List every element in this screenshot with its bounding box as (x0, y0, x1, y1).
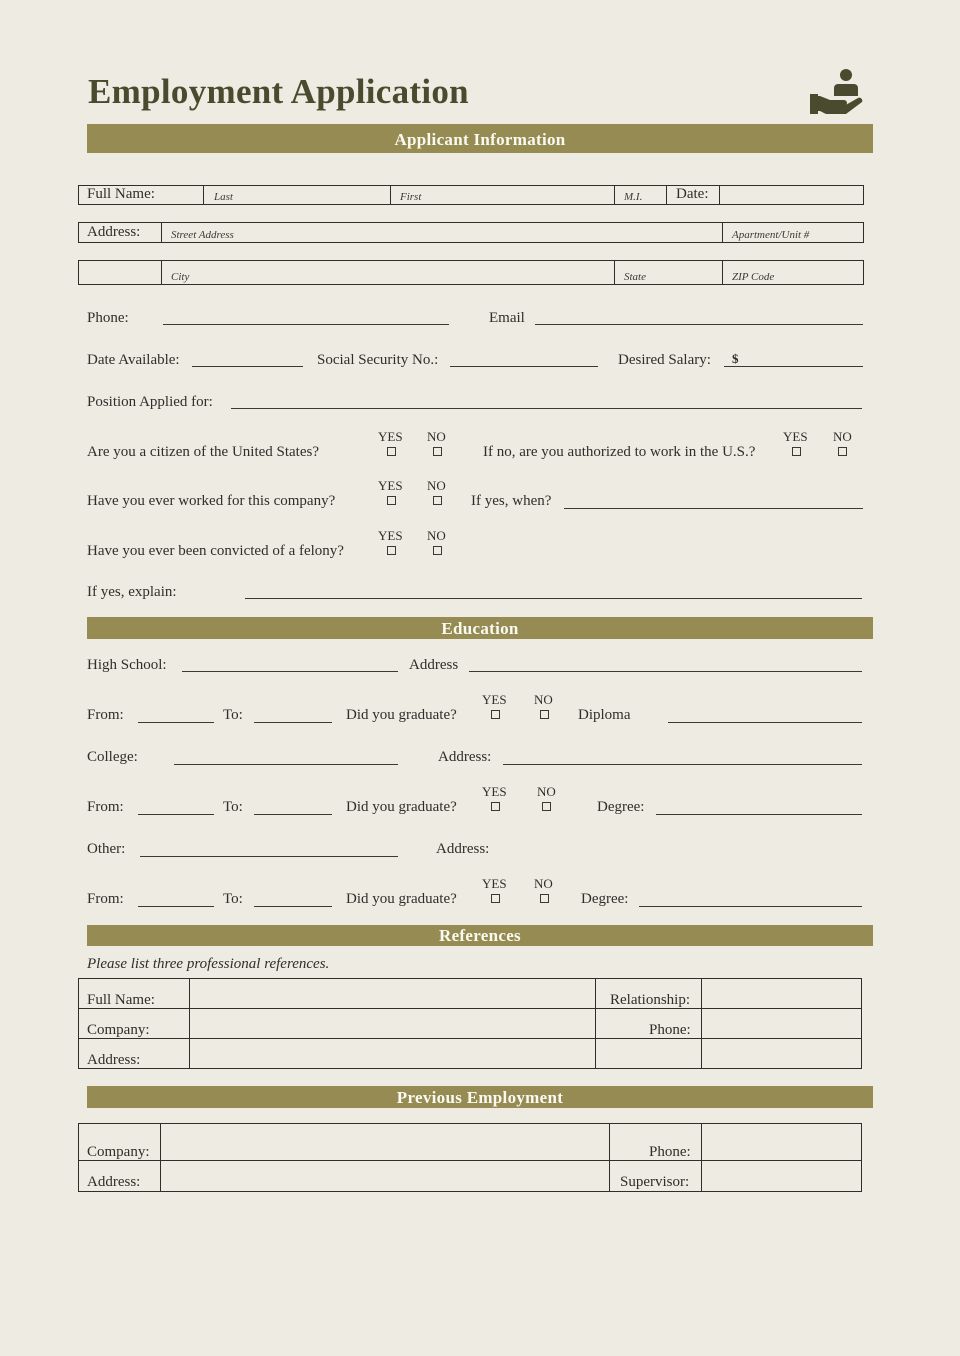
prev-company-field[interactable] (163, 1125, 607, 1159)
divider (722, 222, 723, 243)
college-address-label: Address: (438, 749, 492, 765)
position-label: Position Applied for: (87, 394, 213, 410)
citizen-yes-checkbox[interactable] (387, 447, 396, 456)
first-name-field[interactable] (393, 187, 612, 203)
divider (666, 185, 667, 205)
college-from-label: From: (87, 799, 124, 815)
if-yes-explain-field[interactable] (245, 598, 862, 599)
college-yes-checkbox[interactable] (491, 802, 500, 811)
ssn-label: Social Security No.: (317, 352, 439, 368)
authorized-yes-label: YES (783, 429, 808, 444)
section-applicant-information: Applicant Information (87, 124, 873, 153)
if-yes-explain-label: If yes, explain: (87, 584, 177, 600)
date-field[interactable] (722, 187, 861, 203)
college-degree-label: Degree: (597, 799, 645, 815)
hs-yes-checkbox[interactable] (491, 710, 500, 719)
divider (722, 260, 723, 285)
divider (390, 185, 391, 205)
high-school-field[interactable] (182, 671, 398, 672)
street-address-field[interactable] (164, 224, 720, 241)
college-label: College: (87, 749, 138, 765)
state-field[interactable] (617, 262, 720, 283)
position-field[interactable] (231, 408, 862, 409)
felony-no-label: NO (427, 528, 446, 543)
ref-phone-label: Phone: (649, 1022, 691, 1038)
college-graduate-question: Did you graduate? (346, 799, 457, 815)
ref-address-extra2-field[interactable] (704, 1040, 860, 1067)
address-label: Address: (87, 224, 141, 240)
ssn-field[interactable] (450, 366, 598, 367)
college-to-field[interactable] (254, 814, 332, 815)
college-address-field[interactable] (503, 764, 862, 765)
divider (595, 978, 596, 1069)
phone-field[interactable] (163, 324, 449, 325)
hand-holding-person-icon (808, 66, 864, 118)
authorized-yes-checkbox[interactable] (792, 447, 801, 456)
high-school-address-field[interactable] (469, 671, 862, 672)
college-no-label: NO (537, 784, 556, 799)
other-from-label: From: (87, 891, 124, 907)
divider (161, 222, 162, 243)
ref-relationship-field[interactable] (704, 980, 860, 1007)
email-field[interactable] (535, 324, 863, 325)
high-school-label: High School: (87, 657, 167, 673)
other-from-field[interactable] (138, 906, 214, 907)
other-degree-label: Degree: (581, 891, 629, 907)
ref-phone-field[interactable] (704, 1010, 860, 1037)
divider (78, 1008, 862, 1009)
prev-phone-field[interactable] (704, 1125, 860, 1159)
city-hint: City (171, 271, 190, 283)
section-education: Education (87, 617, 873, 639)
ref-company-field[interactable] (192, 1010, 593, 1037)
ref-full-name-field[interactable] (192, 980, 593, 1007)
zip-code-hint: ZIP Code (732, 271, 775, 283)
other-field[interactable] (140, 856, 398, 857)
other-degree-field[interactable] (639, 906, 862, 907)
email-label: Email (489, 310, 525, 326)
college-from-field[interactable] (138, 814, 214, 815)
college-field[interactable] (174, 764, 398, 765)
state-hint: State (624, 271, 646, 283)
divider (614, 260, 615, 285)
street-address-hint: Street Address (171, 229, 234, 241)
desired-salary-field[interactable] (724, 366, 863, 367)
first-name-hint: First (400, 191, 422, 203)
worked-question: Have you ever worked for this company? (87, 493, 336, 509)
college-to-label: To: (223, 799, 243, 815)
worked-yes-checkbox[interactable] (387, 496, 396, 505)
other-yes-checkbox[interactable] (491, 894, 500, 903)
divider (161, 260, 162, 285)
other-graduate-question: Did you graduate? (346, 891, 457, 907)
hs-no-label: NO (534, 692, 553, 707)
prev-supervisor-field[interactable] (704, 1162, 860, 1190)
city-field[interactable] (164, 262, 612, 283)
hs-from-field[interactable] (138, 722, 214, 723)
other-address-label: Address: (436, 841, 490, 857)
zip-code-field[interactable] (725, 262, 861, 283)
apartment-unit-field[interactable] (725, 224, 861, 241)
college-yes-label: YES (482, 784, 507, 799)
prev-address-field[interactable] (163, 1162, 607, 1190)
divider (203, 185, 204, 205)
worked-no-checkbox[interactable] (433, 496, 442, 505)
hs-to-field[interactable] (254, 722, 332, 723)
divider (160, 1123, 161, 1192)
felony-question: Have you ever been convicted of a felony? (87, 543, 344, 559)
worked-yes-label: YES (378, 478, 403, 493)
other-yes-label: YES (482, 876, 507, 891)
citizen-no-label: NO (427, 429, 446, 444)
desired-salary-label: Desired Salary: (618, 352, 711, 368)
hs-yes-label: YES (482, 692, 507, 707)
if-yes-when-field[interactable] (564, 508, 863, 509)
date-available-label: Date Available: (87, 352, 180, 368)
divider (701, 978, 702, 1069)
divider (78, 1038, 862, 1039)
ref-address-extra-field[interactable] (598, 1040, 699, 1067)
divider (701, 1123, 702, 1192)
other-no-checkbox[interactable] (540, 894, 549, 903)
diploma-label: Diploma (578, 707, 631, 723)
prev-company-label: Company: (87, 1144, 150, 1160)
hs-to-label: To: (223, 707, 243, 723)
other-label: Other: (87, 841, 126, 857)
felony-yes-checkbox[interactable] (387, 546, 396, 555)
page-title: Employment Application (88, 72, 469, 111)
date-available-field[interactable] (192, 366, 303, 367)
hs-graduate-question: Did you graduate? (346, 707, 457, 723)
last-name-hint: Last (214, 191, 233, 203)
other-to-field[interactable] (254, 906, 332, 907)
divider (78, 1160, 862, 1161)
felony-no-checkbox[interactable] (433, 546, 442, 555)
college-degree-field[interactable] (656, 814, 862, 815)
divider (609, 1123, 610, 1192)
divider (719, 185, 720, 205)
authorized-question: If no, are you authorized to work in the U.S.? (483, 444, 756, 460)
ref-company-label: Company: (87, 1022, 150, 1038)
authorized-no-label: NO (833, 429, 852, 444)
college-no-checkbox[interactable] (542, 802, 551, 811)
if-yes-when-label: If yes, when? (471, 493, 552, 509)
ref-full-name-label: Full Name: (87, 992, 155, 1008)
last-name-field[interactable] (206, 187, 388, 203)
felony-yes-label: YES (378, 528, 403, 543)
apartment-unit-hint: Apartment/Unit # (732, 229, 810, 241)
prev-phone-label: Phone: (649, 1144, 691, 1160)
worked-no-label: NO (427, 478, 446, 493)
date-label: Date: (676, 186, 709, 202)
ref-relationship-label: Relationship: (610, 992, 690, 1008)
middle-initial-hint: M.I. (624, 191, 643, 203)
hs-from-label: From: (87, 707, 124, 723)
dollar-sign: $ (732, 351, 739, 366)
section-previous-employment: Previous Employment (87, 1086, 873, 1108)
citizen-yes-label: YES (378, 429, 403, 444)
prev-address-label: Address: (87, 1174, 141, 1190)
diploma-field[interactable] (668, 722, 862, 723)
ref-address-label: Address: (87, 1052, 141, 1068)
middle-initial-field[interactable] (617, 187, 664, 203)
prev-supervisor-label: Supervisor: (620, 1174, 690, 1190)
citizen-question: Are you a citizen of the United States? (87, 444, 320, 460)
full-name-label: Full Name: (87, 186, 155, 202)
hs-no-checkbox[interactable] (540, 710, 549, 719)
citizen-no-checkbox[interactable] (433, 447, 442, 456)
section-references: References (87, 925, 873, 946)
other-no-label: NO (534, 876, 553, 891)
divider (614, 185, 615, 205)
references-note: Please list three professional references. (87, 956, 330, 972)
other-to-label: To: (223, 891, 243, 907)
ref-address-field[interactable] (192, 1040, 593, 1067)
high-school-address-label: Address (409, 657, 459, 673)
phone-label: Phone: (87, 310, 129, 326)
authorized-no-checkbox[interactable] (838, 447, 847, 456)
divider (189, 978, 190, 1069)
